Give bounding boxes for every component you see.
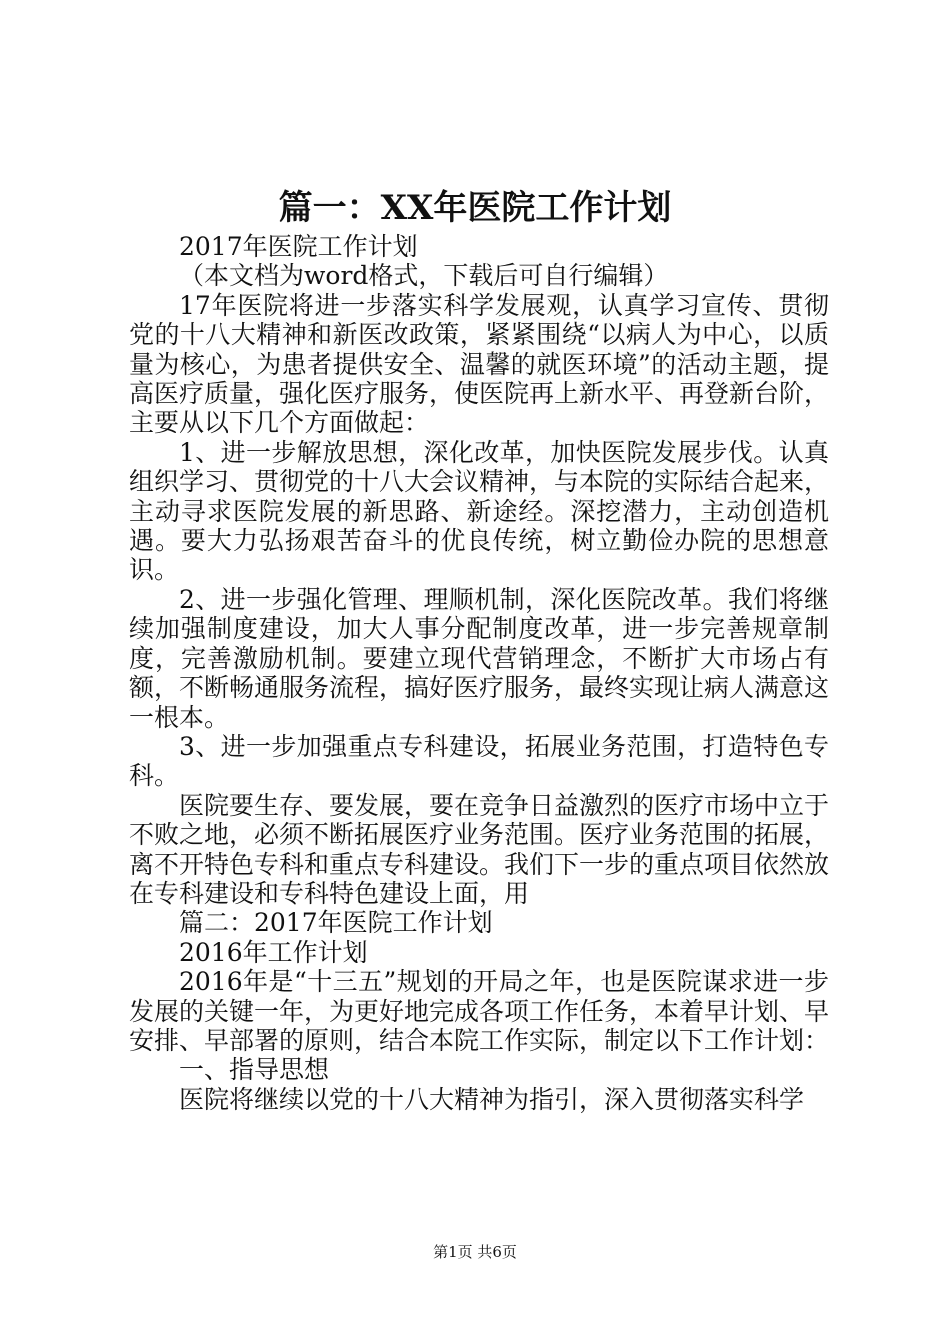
paragraph-guiding-text: 医院将继续以党的十八大精神为指引，深入贯彻落实科学 [179, 1084, 805, 1114]
document-body [129, 232, 829, 1114]
section-guiding-thought: 一、指导思想 [179, 1055, 330, 1085]
paragraph-item-1: 1、进一步解放思想，深化改革，加快医院发展步伐。认真组织学习、贯彻党的十八大会议精神，与本院的实际结合起来，主动寻求医院发展的新思路、新途经。深挖潜力，主动创造机遇。要大力弘扬艰苦奋斗的优良传统，树立勤俭办院的思想意识。 [129, 437, 830, 585]
paragraph-item-3: 3、进一步加强重点专科建设，拓展业务范围，打造特色专科。 [129, 731, 829, 791]
paragraph-2016-intro: 2016年是“十三五”规划的开局之年，也是医院谋求进一步发展的关键一年，为更好地完成各项工作任务，本着早计划、早安排、早部署的原则，结合本院工作实际，制定以下工作计划： [129, 967, 830, 1055]
paragraph-2016-plan: 2016年工作计划 [179, 937, 368, 967]
page-footer: 第1页 共6页 [433, 1243, 517, 1261]
paragraph-subtitle: 2017年医院工作计划 [179, 232, 418, 261]
paragraph-intro: 17年医院将进一步落实科学发展观，认真学习宣传、贯彻党的十八大精神和新医改政策，紧紧围绕“以病人为中心，以质量为核心，为患者提供安全、温馨的就医环境”的活动主题，提高医疗质量，强化医疗服务，使医院再上新水平、再登新台阶，主要从以下几个方面做起： [129, 290, 830, 438]
paragraph-specialty: 医院要生存、要发展，要在竞争日益激烈的医疗市场中立于不败之地，必须不断拓展医疗业务范围。医疗业务范围的拓展，离不开特色专科和重点专科建设。我们下一步的重点项目依然放在专科建设和专科特色建设上面，用 [129, 790, 830, 908]
document-title: 篇一：XX年医院工作计划 [278, 188, 672, 228]
paragraph-item-2: 2、进一步强化管理、理顺机制，深化医院改革。我们将继续加强制度建设，加大人事分配制度改革，进一步完善规章制度，完善激励机制。要建立现代营销理念，不断扩大市场占有额，不断畅通服务流程，搞好医疗服务，最终实现让病人满意这一根本。 [129, 584, 830, 732]
section-heading-2: 篇二：2017年医院工作计划 [179, 908, 493, 938]
paragraph-format-note: （本文档为word格式，下载后可自行编辑） [179, 261, 669, 291]
